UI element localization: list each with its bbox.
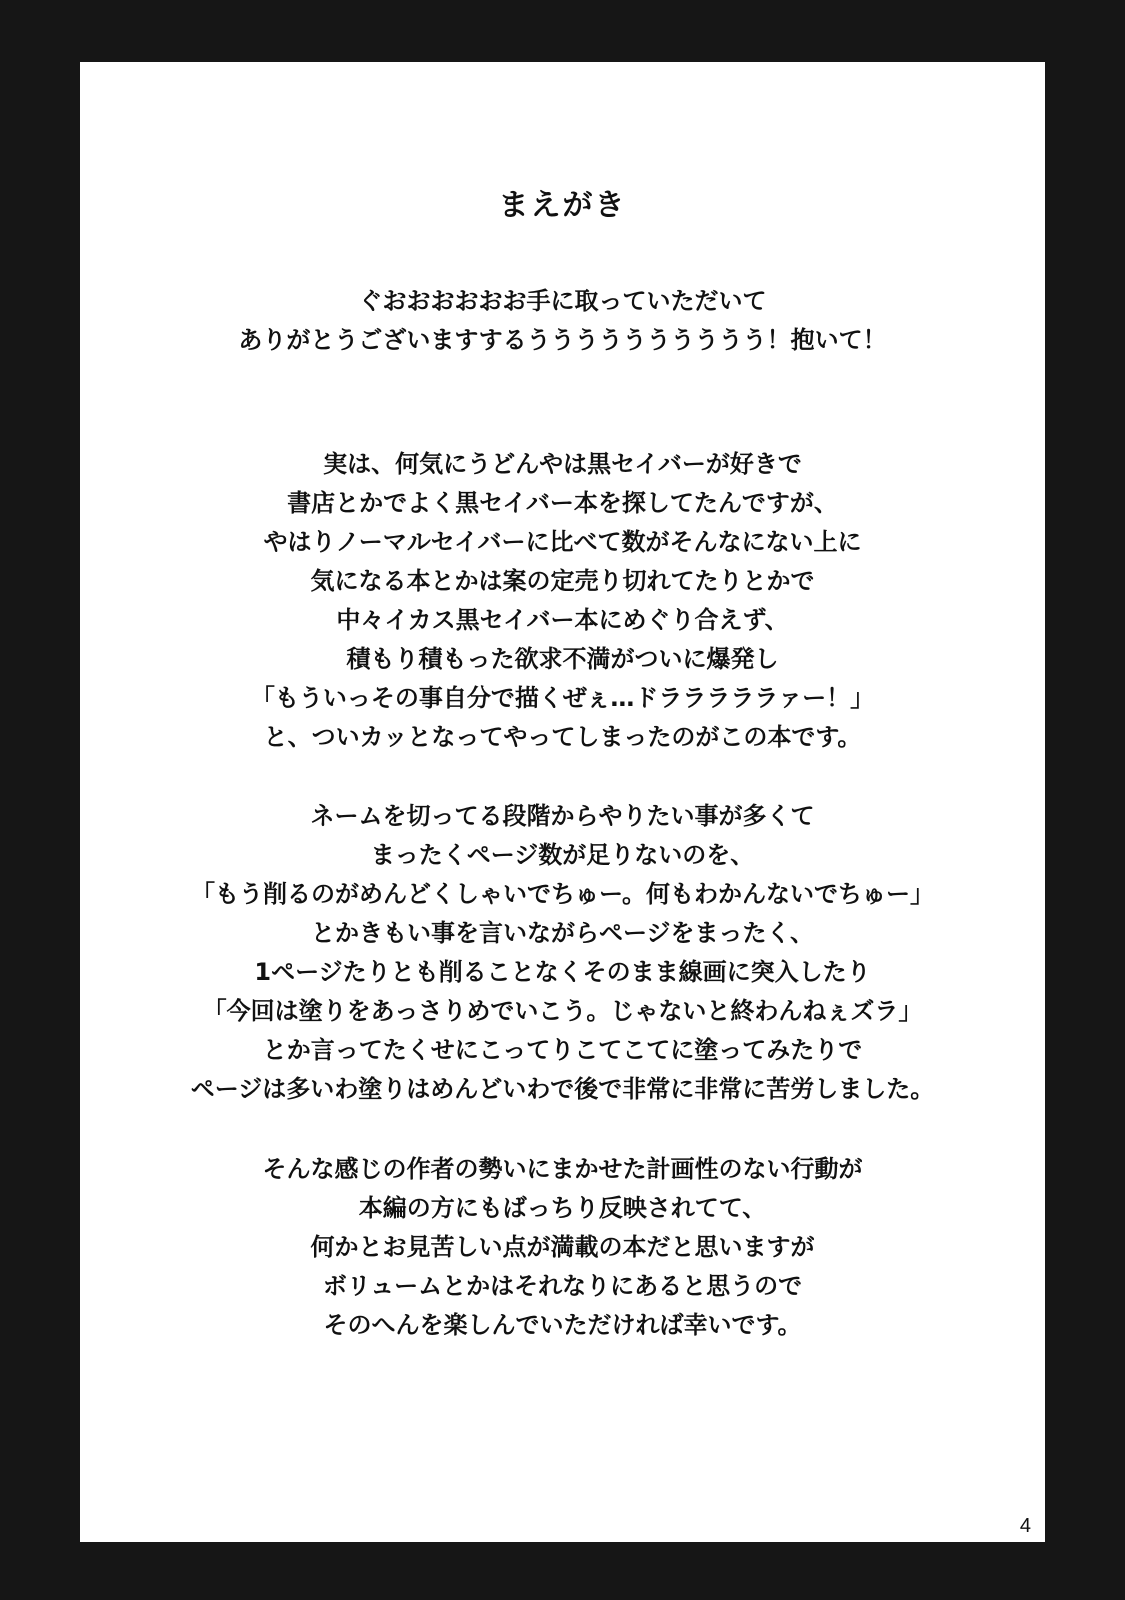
text-line: 積もり積もった欲求不満がついに爆発し	[346, 645, 779, 673]
text-line: 「今回は塗りをあっさりめでいこう。じゃないと終わんねぇズラ」	[202, 997, 923, 1025]
paragraph-production	[80, 797, 1045, 1109]
text-line: 何かとお見苦しい点が満載の本だと思いますが	[310, 1233, 815, 1261]
text-line: ぐおおおおおお手に取っていただいて	[358, 287, 767, 315]
text-line: 本編の方にもばっちり反映されてて、	[358, 1194, 767, 1222]
text-line: 実は、何気にうどんやは黒セイバーが好きで	[323, 450, 802, 478]
text-line: とか言ってたくせにこってりこてこてに塗ってみたりで	[262, 1036, 863, 1064]
text-line: 気になる本とかは案の定売り切れてたりとかで	[310, 567, 815, 595]
page-number: 4	[1019, 1515, 1031, 1537]
text-line: まったくページ数が足りないのを、	[370, 841, 755, 869]
text-line: と、ついカッとなってやってしまったのがこの本です。	[263, 723, 862, 751]
page-title: まえがき	[498, 188, 627, 223]
text-line: ネームを切ってる段階からやりたい事が多くて	[310, 802, 815, 830]
text-line: やはりノーマルセイバーに比べて数がそんなにない上に	[263, 528, 862, 556]
text-line: そんな感じの作者の勢いにまかせた計画性のない行動が	[262, 1155, 863, 1183]
paragraph-closing	[80, 1150, 1045, 1345]
text-line: 「もう削るのがめんどくしゃいでちゅー。何もわかんないでちゅー」	[190, 880, 935, 908]
text-line: ありがとうございますするうううううううううう！抱いて！	[238, 326, 887, 354]
text-line: 中々イカス黒セイバー本にめぐり合えず、	[336, 606, 789, 634]
text-line: ページは多いわ塗りはめんどいわで後で非常に非常に苦労しました。	[190, 1075, 935, 1103]
paragraph-motivation	[80, 445, 1045, 757]
text-line: 書店とかでよく黒セイバー本を探してたんですが、	[287, 489, 838, 517]
paper-page	[80, 62, 1045, 1542]
text-line: 「もういっその事自分で描くぜぇ…ドラララララァー！」	[250, 684, 875, 712]
text-line: ボリュームとかはそれなりにあると思うので	[322, 1272, 803, 1300]
text-line: 1ページたりとも削ることなくそのまま線画に突入したり	[254, 958, 871, 986]
text-line: とかきもい事を言いながらページをまったく、	[310, 919, 815, 947]
paragraph-greeting	[80, 282, 1045, 360]
text-line: そのへんを楽しんでいただければ幸いです。	[323, 1311, 802, 1339]
